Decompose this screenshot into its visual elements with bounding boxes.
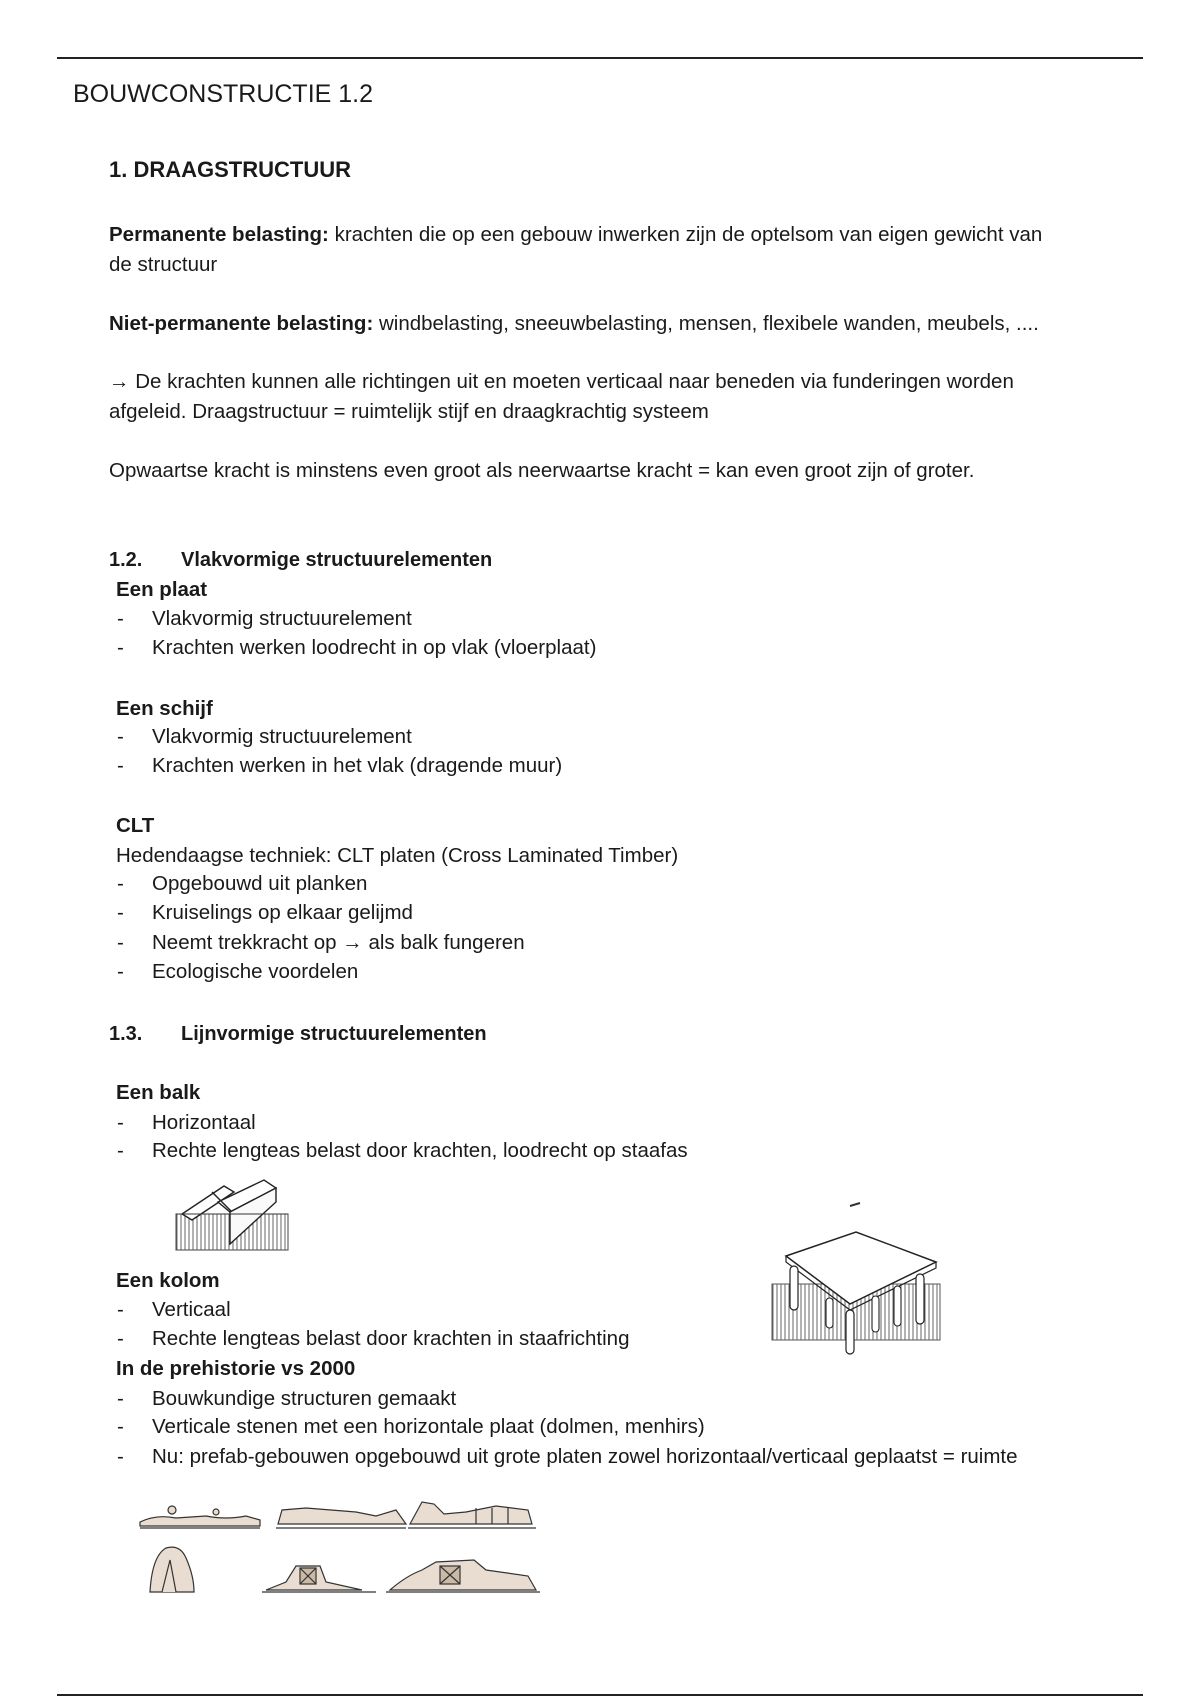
paragraph-line: → De krachten kunnen alle richtingen uit en moeten verticaal naar beneden via funderingen worden <box>109 370 1014 393</box>
list-item: Krachten werken loodrecht in op vlak (vloerplaat) <box>152 636 597 659</box>
term-label: Permanente belasting: <box>109 223 329 246</box>
bullet-dash: - <box>117 607 124 630</box>
list-item: Rechte lengteas belast door krachten, loodrecht op staafas <box>152 1139 688 1162</box>
section-heading-1-2 <box>109 547 492 573</box>
list-item: Vlakvormig structuurelement <box>152 725 412 748</box>
term-label: Niet-permanente belasting: <box>109 312 374 335</box>
list-item: Krachten werken in het vlak (dragende muur) <box>152 754 563 777</box>
list-item: Vlakvormig structuurelement <box>152 607 412 630</box>
subheading-plaat: Een plaat <box>116 578 208 601</box>
beam-sketch-illustration <box>172 1172 296 1254</box>
bullet-dash: - <box>117 754 124 777</box>
list-item: Nu: prefab-gebouwen opgebouwd uit grote platen zowel horizontaal/verticaal geplaatst = ruimte <box>152 1445 1018 1468</box>
bullet-dash: - <box>117 1327 124 1350</box>
bullet-dash: - <box>117 1415 124 1438</box>
term-text: windbelasting, sneeuwbelasting, mensen, flexibele wanden, meubels, .... <box>373 312 1039 335</box>
list-item: Horizontaal <box>152 1111 256 1134</box>
subheading-schijf: Een schijf <box>116 697 213 720</box>
clt-intro: Hedendaagse techniek: CLT platen (Cross Laminated Timber) <box>116 844 679 867</box>
paragraph-line: de structuur <box>109 253 218 276</box>
subheading-clt: CLT <box>116 814 155 837</box>
section-number: 1.2. <box>109 549 143 571</box>
section-heading-draagstructuur: 1. DRAAGSTRUCTUUR <box>109 157 351 182</box>
subheading-balk: Een balk <box>116 1081 201 1104</box>
bullet-dash: - <box>117 1298 124 1321</box>
column-sketch-illustration <box>768 1200 944 1360</box>
list-item: Verticaal <box>152 1298 231 1321</box>
list-item: Neemt trekkracht op → als balk fungeren <box>152 931 525 954</box>
section-title: Lijnvormige structuurelementen <box>181 1023 487 1045</box>
top-rule <box>57 57 1143 59</box>
subheading-prehistorie: In de prehistorie vs 2000 <box>116 1357 356 1380</box>
paragraph-line: afgeleid. Draagstructuur = ruimtelijk stijf en draagkrachtig systeem <box>109 400 709 423</box>
list-item: Rechte lengteas belast door krachten in staafrichting <box>152 1327 630 1350</box>
section-number: 1.3. <box>109 1023 143 1045</box>
bullet-dash: - <box>117 1387 124 1410</box>
document-title: BOUWCONSTRUCTIE 1.2 <box>73 80 374 108</box>
list-item: Kruiselings op elkaar gelijmd <box>152 901 413 924</box>
bullet-dash: - <box>117 901 124 924</box>
list-item: Verticale stenen met een horizontale plaat (dolmen, menhirs) <box>152 1415 705 1438</box>
list-item: Bouwkundige structuren gemaakt <box>152 1387 457 1410</box>
bullet-dash: - <box>117 1111 124 1134</box>
bullet-dash: - <box>117 636 124 659</box>
bullet-dash: - <box>117 1445 124 1468</box>
section-heading-1-3 <box>109 1021 487 1047</box>
section-title: Vlakvormige structuurelementen <box>181 549 493 571</box>
bottom-rule <box>57 1694 1143 1696</box>
bullet-dash: - <box>117 725 124 748</box>
list-item: Ecologische voordelen <box>152 960 359 983</box>
paragraph-line: Opwaartse kracht is minstens even groot als neerwaartse kracht = kan even groot zijn of groter. <box>109 459 975 482</box>
bullet-dash: - <box>117 1139 124 1162</box>
paragraph-niet-permanente-belasting <box>109 311 1039 337</box>
bullet-dash: - <box>117 931 124 954</box>
term-text: krachten die op een gebouw inwerken zijn de optelsom van eigen gewicht van <box>328 223 1043 246</box>
subheading-kolom: Een kolom <box>116 1269 220 1292</box>
bullet-dash: - <box>117 872 124 895</box>
prehistoric-structures-illustration <box>136 1486 544 1598</box>
paragraph-permanente-belasting <box>109 222 1042 248</box>
list-item: Opgebouwd uit planken <box>152 872 368 895</box>
bullet-dash: - <box>117 960 124 983</box>
